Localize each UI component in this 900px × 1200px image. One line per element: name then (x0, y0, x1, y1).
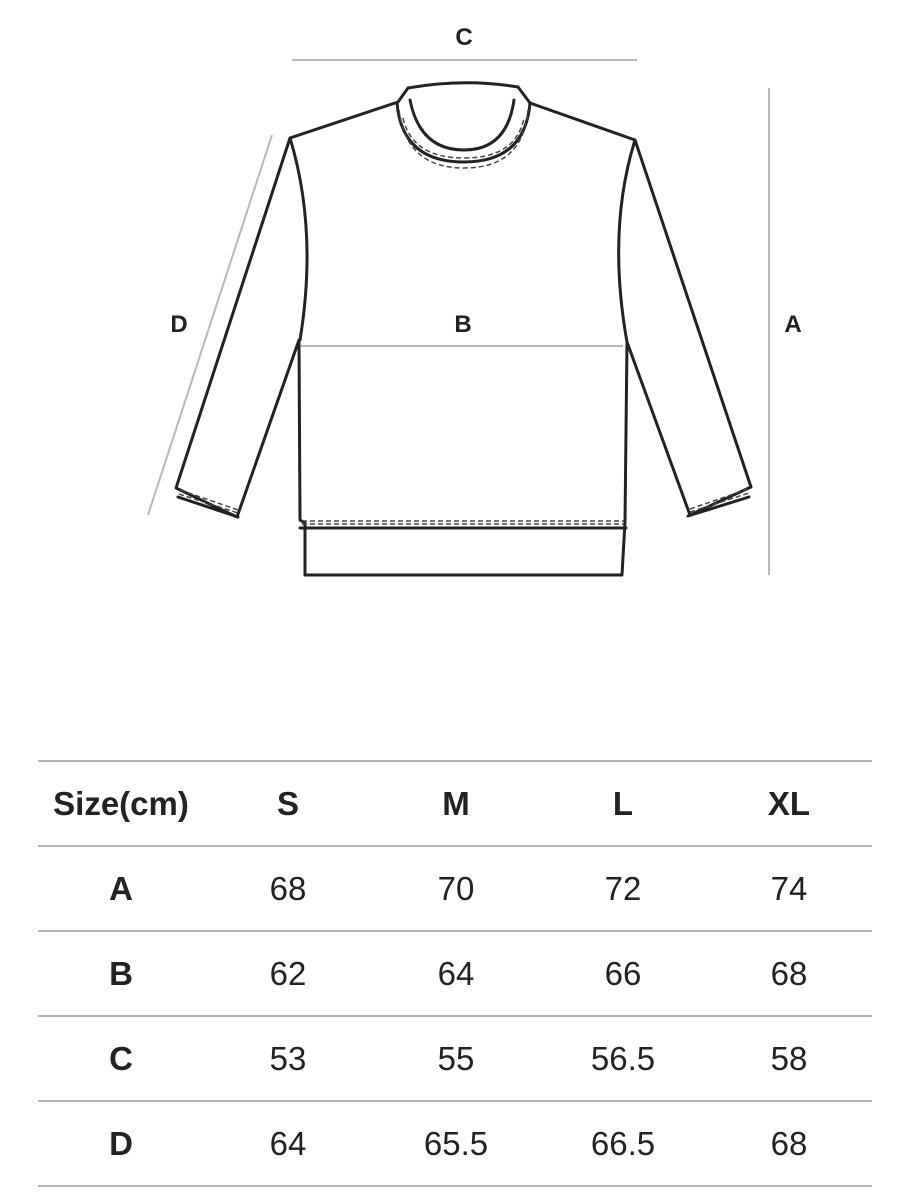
dimension-label-c: C (455, 24, 473, 51)
table-header-row (38, 761, 872, 846)
table-cell: 72 (604, 869, 642, 907)
header-cell-size: Size(cm) (53, 784, 189, 822)
table-row (38, 846, 872, 931)
header-cell-l: L (612, 784, 634, 822)
right-cuff-line (688, 497, 749, 516)
table-cell: 64 (269, 1124, 307, 1162)
dimension-line-d (148, 135, 272, 515)
table-cell: 64 (437, 954, 475, 992)
dimension-label-a: A (784, 311, 802, 338)
row-label: C (109, 1039, 133, 1077)
right-armhole-line (619, 140, 635, 342)
table-row (38, 1016, 872, 1101)
row-label: D (109, 1124, 133, 1162)
dimension-label-d: D (170, 311, 188, 338)
size-chart-table (38, 760, 872, 1187)
row-label: B (109, 954, 133, 992)
table-cell: 68 (770, 954, 808, 992)
table-cell: 56.5 (590, 1039, 656, 1077)
neck-band-outer (408, 83, 518, 88)
dimension-label-b: B (454, 311, 472, 338)
table-cell: 70 (437, 869, 475, 907)
table-cell: 68 (770, 1124, 808, 1162)
table-cell: 74 (770, 869, 808, 907)
table-cell: 65.5 (423, 1124, 489, 1162)
table-row (38, 931, 872, 1016)
table-row (38, 1101, 872, 1186)
table-cell: 66 (604, 954, 642, 992)
header-cell-s: S (276, 784, 299, 822)
table-cell: 68 (269, 869, 307, 907)
row-label: A (109, 869, 133, 907)
table-cell: 58 (770, 1039, 808, 1077)
table-cell: 66.5 (590, 1124, 656, 1162)
table-cell: 55 (437, 1039, 475, 1077)
neck-band-inner (410, 100, 514, 150)
table-cell: 53 (269, 1039, 307, 1077)
table-cell: 62 (269, 954, 307, 992)
left-armhole-line (290, 138, 307, 340)
header-cell-xl: XL (767, 784, 811, 822)
header-cell-m: M (442, 784, 470, 822)
